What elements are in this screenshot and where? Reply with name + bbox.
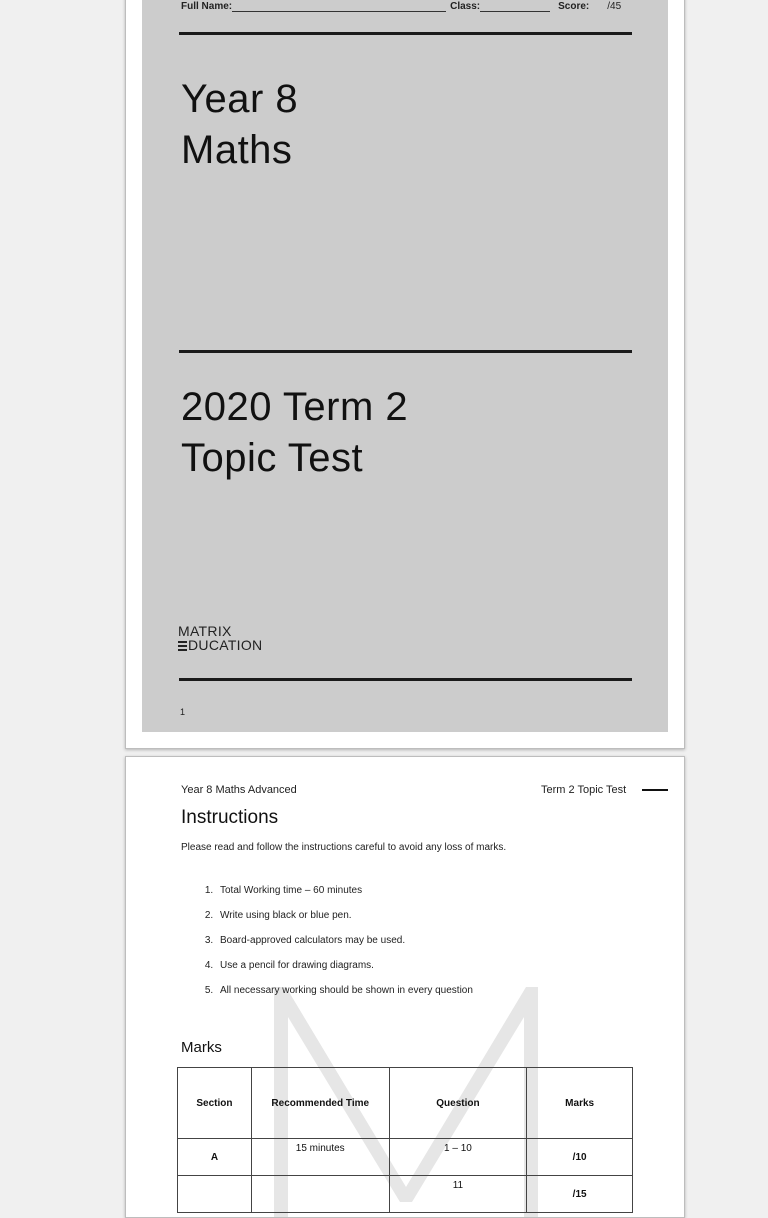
table-cell: 1 – 10 — [389, 1139, 527, 1176]
matrix-education-logo — [178, 624, 262, 652]
table-row — [178, 1176, 633, 1213]
table-cell: /15 — [527, 1176, 633, 1213]
divider-bottom — [179, 678, 632, 681]
cover-subtitle — [181, 382, 408, 484]
title-line-2: Maths — [181, 128, 293, 172]
subtitle-line-1: 2020 Term 2 — [181, 385, 409, 429]
table-header-row — [178, 1068, 633, 1139]
title-line-1: Year 8 — [181, 77, 299, 121]
instructions-heading: Instructions — [181, 807, 279, 828]
cover-page — [125, 0, 685, 749]
column-header: Question — [389, 1068, 527, 1139]
class-label: Class: — [450, 1, 481, 12]
list-item: 2. Write using black or blue pen. — [216, 910, 473, 935]
logo-e-icon — [178, 640, 187, 650]
logo-line-1: MATRIX — [178, 623, 232, 639]
score-label: Score: — [558, 1, 590, 12]
class-field[interactable] — [480, 1, 550, 12]
cover-panel — [142, 0, 668, 732]
table-cell — [178, 1176, 252, 1213]
column-header: Recommended Time — [251, 1068, 389, 1139]
student-details-line — [181, 1, 633, 12]
table-cell: /10 — [527, 1139, 633, 1176]
column-header: Marks — [527, 1068, 633, 1139]
table-cell: A — [178, 1139, 252, 1176]
instructions-list — [181, 885, 473, 1010]
list-item: 1. Total Working time – 60 minutes — [216, 885, 473, 910]
list-item: 4. Use a pencil for drawing diagrams. — [216, 960, 473, 985]
list-item: 3. Board-approved calculators may be used. — [216, 935, 473, 960]
page-number: 1 — [180, 707, 186, 717]
running-header-left: Year 8 Maths Advanced — [181, 784, 297, 796]
column-header: Section — [178, 1068, 252, 1139]
list-item: 5. All necessary working should be shown in every question — [216, 985, 473, 1010]
marks-table — [177, 1067, 633, 1213]
cover-title — [181, 74, 298, 176]
table-row — [178, 1139, 633, 1176]
table-cell — [251, 1176, 389, 1213]
subtitle-line-2: Topic Test — [181, 436, 364, 480]
marks-heading: Marks — [181, 1039, 222, 1056]
running-header-right: Term 2 Topic Test — [541, 784, 627, 796]
table-cell: 15 minutes — [251, 1139, 389, 1176]
instructions-page — [125, 756, 685, 1218]
divider-top — [179, 32, 632, 35]
logo-line-2 — [178, 638, 262, 652]
header-dash — [642, 789, 668, 791]
full-name-label: Full Name: — [181, 1, 233, 12]
logo-line-2-text: DUCATION — [188, 637, 263, 653]
table-cell: 11 — [389, 1176, 527, 1213]
divider-middle — [179, 350, 632, 353]
instructions-intro: Please read and follow the instructions careful to avoid any loss of marks. — [181, 842, 507, 853]
full-name-field[interactable] — [232, 1, 446, 12]
score-value: /45 — [607, 1, 622, 12]
